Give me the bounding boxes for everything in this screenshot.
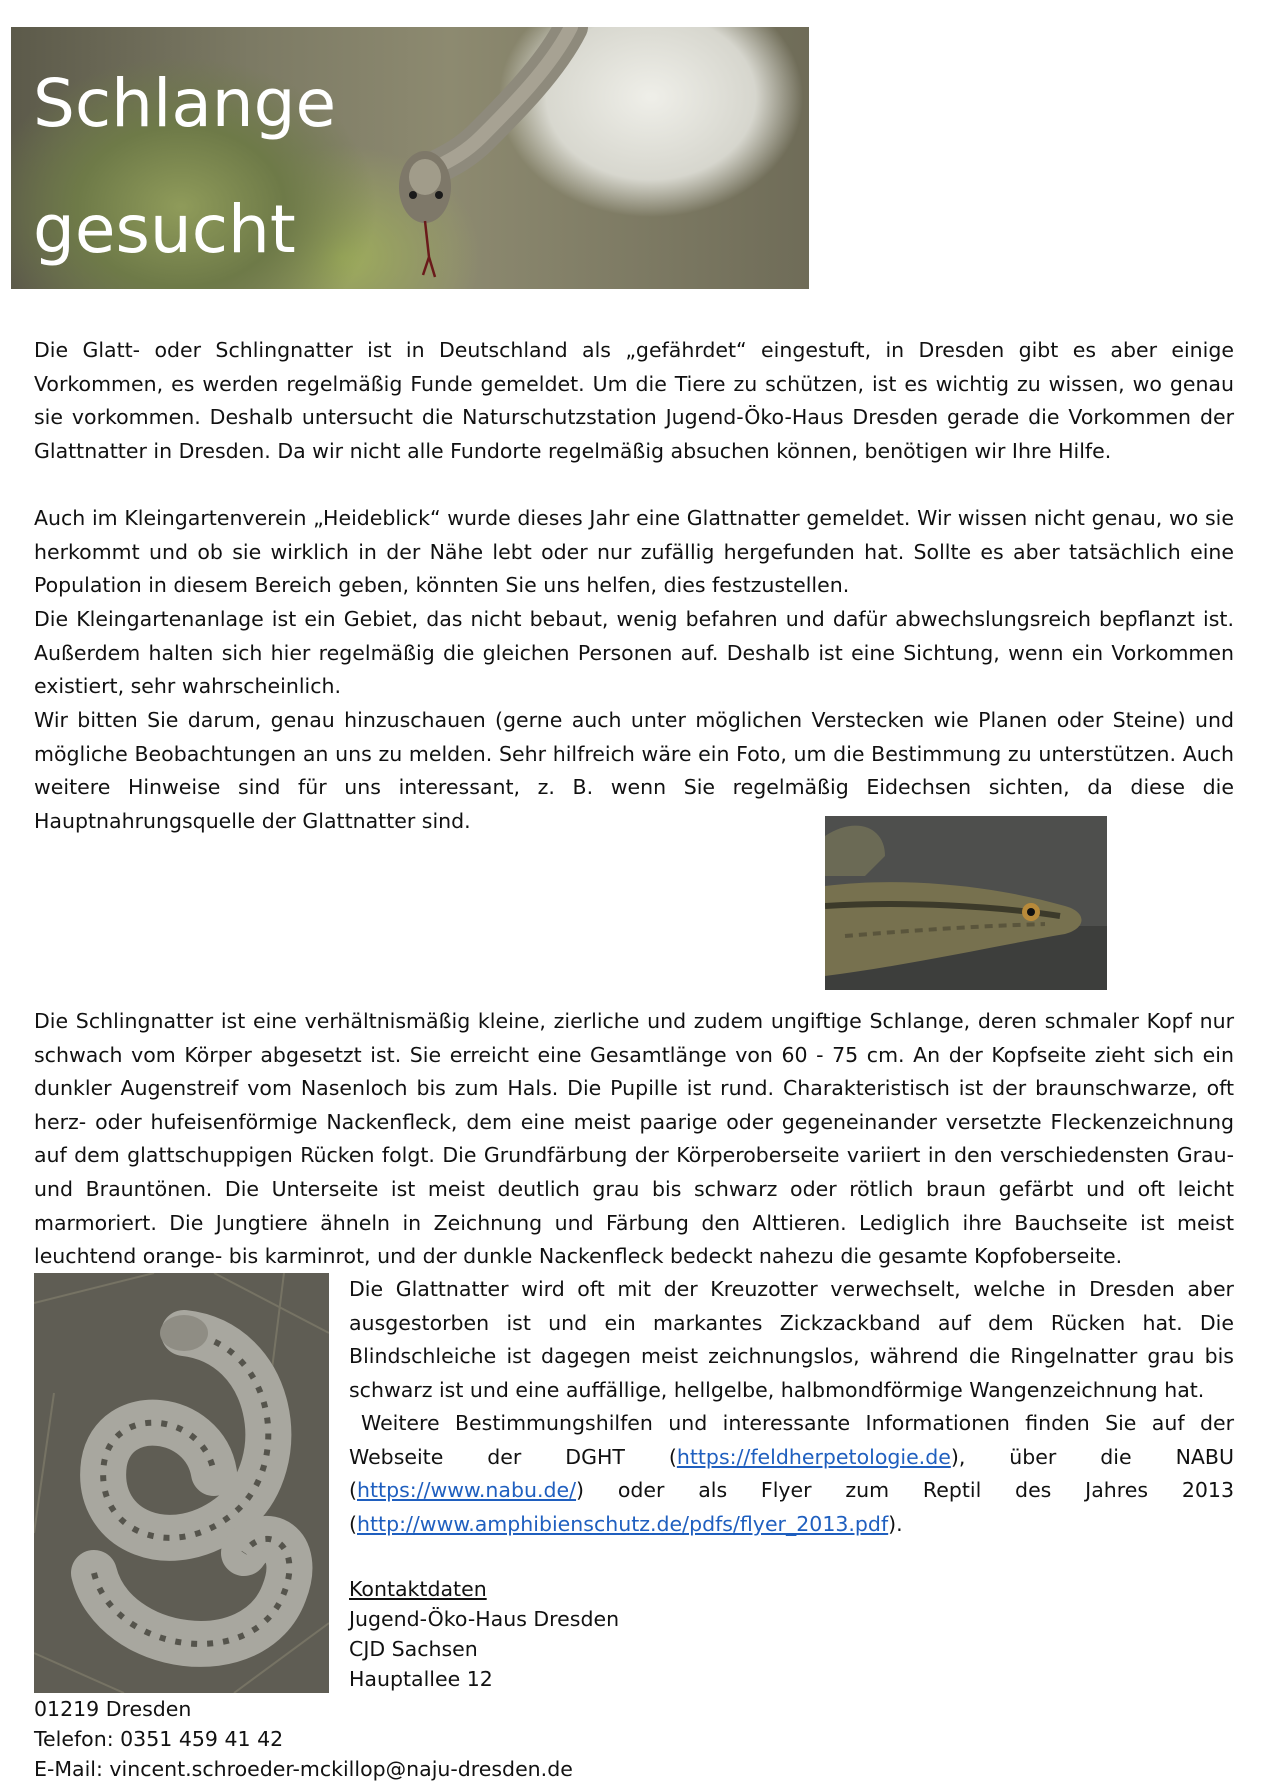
nabu-link[interactable]: https://www.nabu.de/	[357, 1478, 577, 1503]
title-line-2: gesucht	[33, 191, 296, 268]
header-banner	[11, 27, 809, 289]
request-paragraph: Wir bitten Sie darum, genau hinzuschauen (gerne auch unter möglichen Verstecken wie Planen oder Steine) und mögliche Beobachtungen an uns zu melden. Sehr hilfreich wäre ein Foto, um die Bestimmung zu unterstützen. Auch weitere Hinweise sind für uns interessant, z. B. wenn Sie regelmäßig Eidechsen sichten, da diese die Hauptnahrungsquelle der Glattnatter sind.	[34, 708, 1234, 833]
area-paragraph: Die Kleingartenanlage ist ein Gebiet, das nicht bebaut, wenig befahren und dafür abwechslungsreich bepflanzt ist. Außerdem halten sich hier regelmäßig die gleichen Personen auf. Deshalb ist eine Sichtung, wenn ein Vorkommen existiert, sehr wahrscheinlich.	[34, 607, 1234, 699]
dght-link[interactable]: https://feldherpetologie.de	[676, 1444, 951, 1469]
contact-city: 01219 Dresden	[34, 1697, 192, 1721]
resources-text-b: ), über die NABU (	[349, 1444, 1234, 1503]
garden-paragraph: Auch im Kleingartenverein „Heideblick“ wurde dieses Jahr eine Glattnatter gemeldet. Wir wissen nicht genau, wo sie herkommt und ob sie wirklich in der Nähe lebt oder nur zufällig hergefunden hat. Sollte es aber tatsächlich eine Population in diesem Bereich geben, könnten Sie uns helfen, dies festzustellen.	[34, 506, 1234, 598]
flyer-link[interactable]: http://www.amphibienschutz.de/pdfs/flyer_2013.pdf	[357, 1511, 889, 1536]
resources-text-d: ).	[888, 1511, 903, 1536]
confusion-paragraph: Die Glattnatter wird oft mit der Kreuzotter verwechselt, welche in Dresden aber ausgestorben ist und ein markantes Zickzackband auf dem Rücken hat. Die Blindschleiche ist dagegen meist zeichnungslos, während die Ringelnatter grau bis schwarz ist und eine auffällige, hellgelbe, halbmondförmige Wangenzeichnung hat.	[349, 1277, 1234, 1402]
title-line-1: Schlange	[33, 65, 337, 142]
contact-email[interactable]: E-Mail: vincent.schroeder-mckillop@naju-dresden.de	[34, 1757, 573, 1781]
contact-org: Jugend-Öko-Haus Dresden	[349, 1607, 620, 1631]
contact-org-2: CJD Sachsen	[349, 1637, 478, 1661]
resources-text-c: ) oder als Flyer zum Reptil des Jahres 2013 (	[349, 1478, 1234, 1536]
contact-phone: Telefon: 0351 459 41 42	[34, 1727, 284, 1751]
page-title	[33, 41, 336, 289]
coiled-snake-photo	[34, 1273, 329, 1693]
contact-block	[349, 1574, 619, 1694]
intro-paragraph: Die Glatt- oder Schlingnatter ist in Deutschland als „gefährdet“ eingestuft, in Dresden gibt es aber einige Vorkommen, es werden regelmäßig Funde gemeldet. Um die Tiere zu schützen, ist es wichtig zu wissen, wo genau sie vorkommen. Deshalb untersucht die Naturschutzstation Jugend-Öko-Haus Dresden gerade die Vorkommen der Glattnatter in Dresden. Da wir nicht alle Fundorte regelmäßig absuchen können, benötigen wir Ihre Hilfe.	[34, 338, 1234, 463]
description-paragraph: Die Schlingnatter ist eine verhältnismäßig kleine, zierliche und zudem ungiftige Schlange, deren schmaler Kopf nur schwach vom Körper abgesetzt ist. Sie erreicht eine Gesamtlänge von 60 - 75 cm. An der Kopfseite zieht sich ein dunkler Augenstreif vom Nasenloch bis zum Hals. Die Pupille ist rund. Charakteristisch ist der braunschwarze, oft herz- oder hufeisenförmige Nackenfleck, dem eine meist paarige oder gegeneinander versetzte Fleckenzeichnung auf dem glattschuppigen Rücken folgt. Die Grundfärbung der Körperoberseite variiert in den verschiedensten Grau- und Brauntönen. Die Unterseite ist meist deutlich grau bis schwarz oder rötlich braun gefärbt und oft leicht marmoriert. Die Jungtiere ähneln in Zeichnung und Färbung den Alttieren. Lediglich ihre Bauchseite ist meist leuchtend orange- bis karminrot, und der dunkle Nackenfleck bedeckt nahezu die gesamte Kopfoberseite.	[34, 1009, 1234, 1269]
snake-head-photo	[825, 816, 1107, 990]
contact-street: Hauptallee 12	[349, 1667, 493, 1691]
contact-heading: Kontaktdaten	[349, 1577, 487, 1601]
contact-block-lower	[34, 1694, 573, 1784]
resources-paragraph	[349, 1407, 1234, 1541]
resources-text-a: Weitere Bestimmungshilfen und interessante Informationen finden Sie auf der Webseite der DGHT (	[349, 1411, 1234, 1469]
